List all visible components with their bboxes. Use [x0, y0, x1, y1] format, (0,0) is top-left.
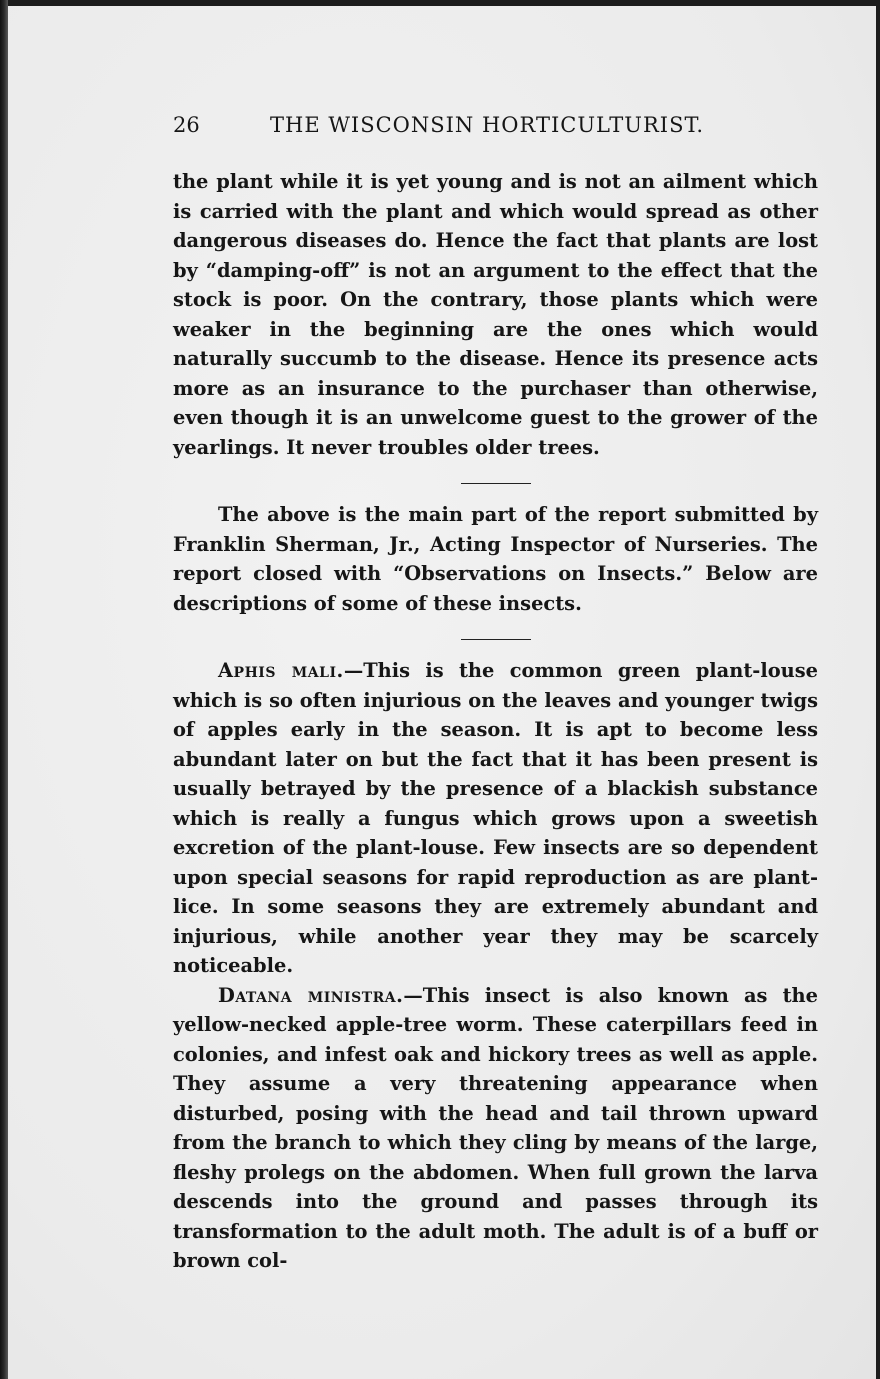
entry-text-datana-ministra: —This insect is also known as the yellow-necked apple-tree worm. These caterpillars feed in colonies, and infest oak and hickory trees as well as apple. They assume a very threatening appearance when disturbed, posing with the head and tail thrown upward from the branch to which they cling by means of the large, fleshy prolegs on the abdomen. When full grown the larva descends into the ground and passes through its transformation to the adult moth. The adult is of a buff or brown col- [173, 983, 818, 1272]
paragraph-aphis-mali [173, 656, 818, 981]
page-body [173, 167, 818, 1276]
entry-heading-datana-ministra: Datana ministra. [218, 983, 404, 1007]
paragraph-damping-off: the plant while it is yet young and is not an ailment which is carried with the plant and which would spread as other dangerous diseases do. Hence the fact that plants are lost by “damping-off” is not an argument to the effect that the stock is poor. On the contrary, those plants which were weaker in the beginning are the ones which would naturally succumb to the disease. Hence its presence acts more as an insurance to the purchaser than otherwise, even though it is an unwelcome guest to the grower of the yearlings. It never troubles older trees. [173, 170, 818, 459]
paragraph-report-summary: The above is the main part of the report submitted by Franklin Sherman, Jr., Acting Inspector of Nurseries. The report closed with “Observations on Insects.” Below are descriptions of some of these insects. [173, 503, 818, 615]
section-divider [461, 483, 531, 484]
entry-heading-aphis-mali: Aphis mali. [218, 659, 344, 682]
paragraph-datana-ministra [173, 981, 818, 1276]
section-divider [461, 639, 531, 640]
page-number: 26 [173, 113, 200, 137]
book-spine-shadow [0, 0, 8, 1379]
page-header [173, 113, 818, 145]
entry-text-aphis-mali: —This is the common green plant-louse which is so often injurious on the leaves and younger twigs of apples early in the season. It is apt to become less abundant later on but the fact that it has been present is usually betrayed by the presence of a blackish substance which is really a fungus which grows upon a sweetish excretion of the plant-louse. Few insects are so dependent upon special seasons for rapid reproduction as are plant-lice. In some seasons they are extremely abundant and injurious, while another year they may be scarcely noticeable. [173, 659, 818, 977]
running-title: THE WISCONSIN HORTICULTURIST. [270, 113, 705, 137]
